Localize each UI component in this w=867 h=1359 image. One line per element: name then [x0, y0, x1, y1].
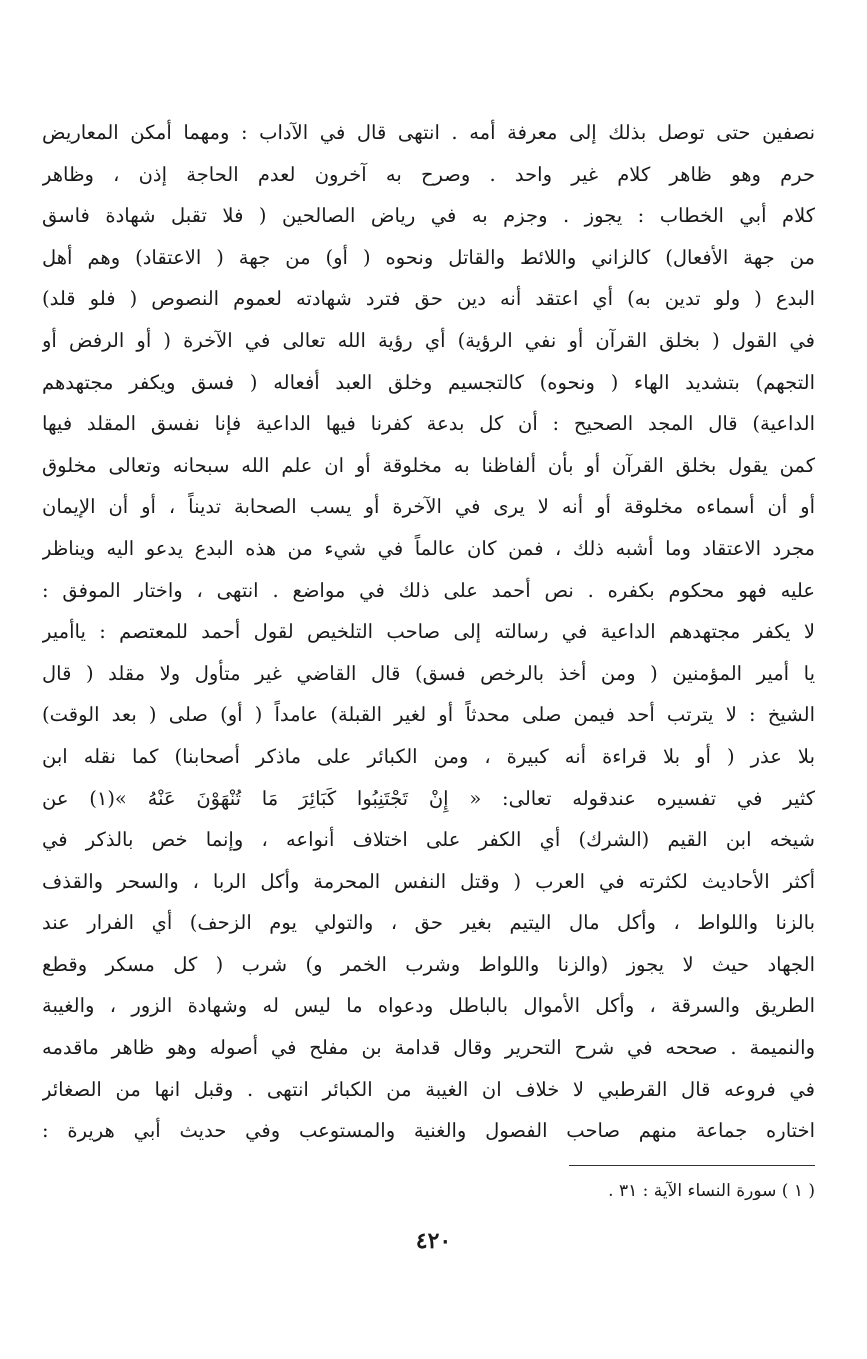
text-line: لا يكفر مجتهدهم الداعية في رسالته إلى صاحب التلخيص لقول أحمد للمعتصم : ياأمير [42, 620, 815, 644]
text-line: في فروعه قال القرطبي لا خلاف ان الغيبة من الكبائر انتهى . وقبل انها من الصغائر [42, 1077, 815, 1101]
text-line: والنميمة . صححه في شرح التحرير وقال قدامة بن مفلح في أصوله وهو ظاهر ماقدمه [42, 1036, 815, 1060]
text-line: اختاره جماعة منهم صاحب الفصول والغنية والمستوعب وفي حديث أبي هريرة : [42, 1119, 815, 1143]
text-line: أو أن أسماءه مخلوقة أو أنه لا يرى في الآخرة أو يسب الصحابة تديناً ، أو أن الإيمان [42, 495, 815, 519]
text-line: يا أمير المؤمنين ( ومن أخذ بالرخص فسق) قال القاضي غير متأول ولا مقلد ( قال [42, 661, 815, 685]
text-line: الداعية) قال المجد الصحيح : أن كل بدعة كفرنا فيها الداعية فإنا نفسق المقلد فيها [42, 412, 815, 436]
text-line: البدع ( ولو تدين به) أي اعتقد أنه دين حق فترد شهادته لعموم النصوص ( فلو قلد) [42, 287, 815, 311]
text-line: مجرد الاعتقاد وما أشبه ذلك ، فمن كان عالماً في شيء من هذه البدع يدعو اليه ويناظر [42, 536, 815, 560]
text-line: الجهاد حيث لا يجوز (والزنا واللواط وشرب الخمر و) شرب ( كل مسكر وقطع [42, 952, 815, 976]
text-line: أكثر الأحاديث لكثرته في العرب ( وقتل النفس المحرمة وأكل الربا ، والسحر والقذف [42, 869, 815, 893]
text-line: الشيخ : لا يترتب أحد فيمن صلى محدثاً أو لغير القبلة) عامداً ( أو) صلى ( بعد الوقت) [42, 703, 815, 727]
footnote: ( ١ ) سورة النساء الآية : ٣١ . [608, 1181, 815, 1201]
text-line: الطريق والسرقة ، وأكل الأموال بالباطل ودعواه ما ليس له وشهادة الزور ، والغيبة [42, 994, 815, 1018]
text-line: حرم وهو ظاهر كلام غير واحد . وصرح به آخرون لعدم الحاجة إذن ، وظاهر [42, 162, 815, 186]
main-text-block [42, 112, 815, 1152]
text-line: عليه فهو محكوم بكفره . نص أحمد على ذلك في مواضع . انتهى ، واختار الموفق : [42, 578, 815, 602]
text-line: بلا عذر ( أو بلا قراءة أنه كبيرة ، ومن الكبائر على ماذكر أصحابنا) كما نقله ابن [42, 744, 815, 768]
text-line: شيخه ابن القيم (الشرك) أي الكفر على اختلاف أنواعه ، وإنما خص بالذكر في [42, 828, 815, 852]
page-number: ٤٢٠ [415, 1228, 452, 1254]
footnote-separator [569, 1165, 815, 1166]
text-line: كلام أبي الخطاب : يجوز . وجزم به في رياض الصالحين ( فلا تقبل شهادة فاسق [42, 204, 815, 228]
text-line: بالزنا واللواط ، وأكل مال اليتيم بغير حق ، والتولي يوم الزحف) أي الفرار عند [42, 911, 815, 935]
text-line: كمن يقول بخلق القرآن أو بأن ألفاظنا به مخلوقة أو ان علم الله سبحانه وتعالى مخلوق [42, 453, 815, 477]
text-line: في القول ( بخلق القرآن أو نفي الرؤية) أي رؤية الله تعالى في الآخرة ( أو الرفض أو [42, 328, 815, 352]
text-line: كثير في تفسيره عندقوله تعالى: « إِنْ تَجْتَنِبُوا كَبَائِرَ مَا تُنْهَوْنَ عَنْهُ »(١) عن [42, 786, 815, 810]
text-line: التجهم) بتشديد الهاء ( ونحوه) كالتجسيم وخلق العبد أفعاله ( فسق ويكفر مجتهدهم [42, 370, 815, 394]
text-line: من جهة الأفعال) كالزاني واللائط والقاتل ونحوه ( أو) من جهة ( الاعتقاد) وهم أهل [42, 245, 815, 269]
text-line: نصفين حتى توصل بذلك إلى معرفة أمه . انتهى قال في الآداب : ومهما أمكن المعاريض [42, 121, 815, 144]
